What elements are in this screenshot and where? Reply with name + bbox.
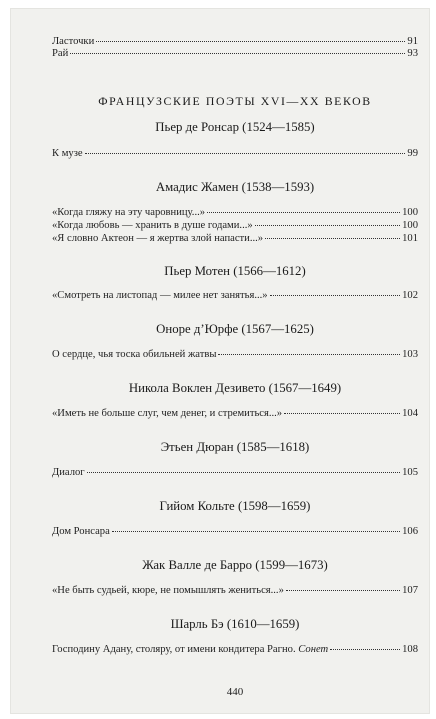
entry-page: 107 xyxy=(402,585,418,596)
dot-leader xyxy=(85,153,406,154)
dot-leader xyxy=(87,472,400,473)
entry-title: Ласточки xyxy=(52,36,95,47)
entry-title: О сердце, чья тоска обильней жатвы xyxy=(52,349,217,360)
entry-page: 100 xyxy=(402,220,418,231)
dot-leader xyxy=(96,41,405,42)
toc-entry xyxy=(52,526,418,538)
toc-entry xyxy=(52,233,418,245)
entry-page: 101 xyxy=(402,233,418,244)
toc-entry xyxy=(52,148,418,160)
toc-entry xyxy=(52,644,418,656)
page-number: 440 xyxy=(226,686,244,698)
toc-entry xyxy=(52,48,418,60)
toc-entry xyxy=(52,207,418,219)
entry-title: «Я словно Актеон — я жертва злой напасти...» xyxy=(52,233,264,244)
entry-page: 102 xyxy=(402,290,418,301)
author-heading: Жак Валле де Барро (1599—1673) xyxy=(142,558,328,572)
entry-page: 99 xyxy=(407,148,418,159)
entry-title: «Когда гляжу на эту чаровницу...» xyxy=(52,207,206,218)
dot-leader xyxy=(255,225,400,226)
author-heading: Шарль Бэ (1610—1659) xyxy=(170,617,300,631)
entry-page: 100 xyxy=(402,207,418,218)
entry-page: 104 xyxy=(402,408,418,419)
dot-leader xyxy=(286,590,400,591)
dot-leader xyxy=(70,53,405,54)
entry-page: 93 xyxy=(407,48,418,59)
entry-page: 103 xyxy=(402,349,418,360)
dot-leader xyxy=(330,649,400,650)
toc-entry xyxy=(52,349,418,361)
entry-title: К музе xyxy=(52,148,83,159)
author-heading: Пьер де Ронсар (1524—1585) xyxy=(155,120,315,134)
entry-title: «Смотреть на листопад — милее нет занятья...» xyxy=(52,290,268,301)
dot-leader xyxy=(207,212,400,213)
entry-page: 106 xyxy=(402,526,418,537)
dot-leader xyxy=(270,295,401,296)
dot-leader xyxy=(265,238,400,239)
entry-title xyxy=(52,644,328,656)
toc-entry xyxy=(52,467,418,479)
author-heading: Гийом Кольте (1598—1659) xyxy=(159,499,311,513)
toc-entry xyxy=(52,290,418,302)
entry-title: «Иметь не больше слуг, чем денег, и стремиться...» xyxy=(52,408,283,419)
toc-entry xyxy=(52,36,418,48)
entry-title: «Не быть судьей, кюре, не помышлять жениться...» xyxy=(52,585,284,596)
entry-page: 108 xyxy=(402,644,418,655)
book-page xyxy=(10,8,430,714)
entry-title-italic: Сонет xyxy=(298,644,329,655)
author-heading: Пьер Мотен (1566—1612) xyxy=(164,264,306,278)
entry-page: 105 xyxy=(402,467,418,478)
toc-entry xyxy=(52,408,418,420)
dot-leader xyxy=(218,354,400,355)
author-heading: Никола Воклен Дезивето (1567—1649) xyxy=(128,381,342,395)
author-heading: Амадис Жамен (1538—1593) xyxy=(155,180,315,194)
dot-leader xyxy=(112,531,400,532)
author-heading: Оноре д’Юрфе (1567—1625) xyxy=(156,322,314,336)
dot-leader xyxy=(284,413,400,414)
toc-entry xyxy=(52,585,418,597)
author-heading: Этьен Дюран (1585—1618) xyxy=(160,440,310,454)
entry-title: Дом Ронсара xyxy=(52,526,110,537)
entry-title: Диалог xyxy=(52,467,85,478)
entry-title: «Когда любовь — хранить в душе годами...» xyxy=(52,220,253,231)
section-heading: ФРАНЦУЗСКИЕ ПОЭТЫ XVI—XX ВЕКОВ xyxy=(98,94,372,108)
entry-title-text: Господину Адану, столяру, от имени кондитера Рагно. xyxy=(52,644,296,655)
entry-title: Рай xyxy=(52,48,69,59)
entry-page: 91 xyxy=(407,36,418,47)
toc-entry xyxy=(52,220,418,232)
